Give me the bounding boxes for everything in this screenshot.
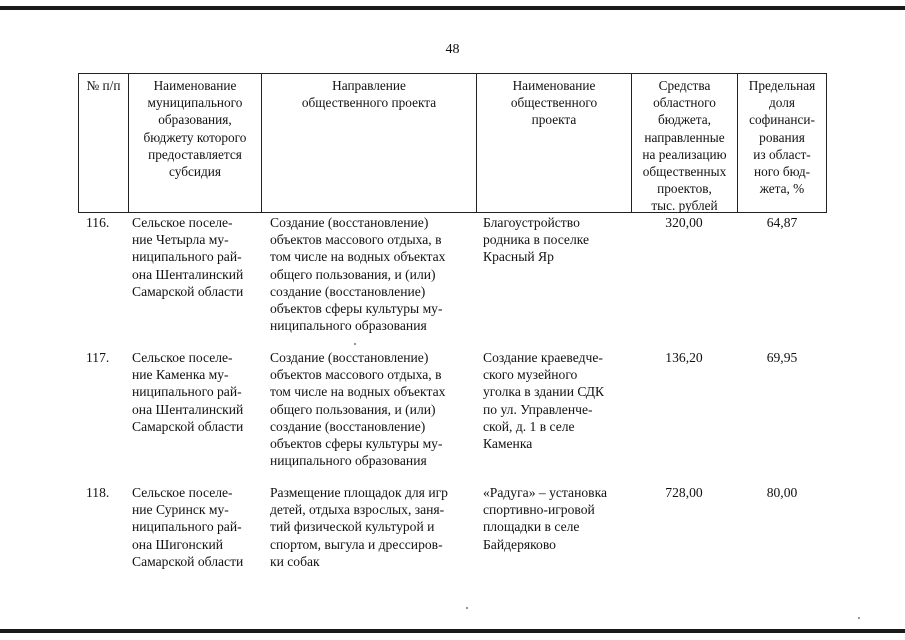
page-number: 48 xyxy=(445,42,460,57)
project-cell xyxy=(483,214,589,266)
header-funds xyxy=(631,74,737,212)
cell-line: «Радуга» – установка xyxy=(483,485,607,500)
header-line: направленные xyxy=(644,129,725,145)
scan-speck xyxy=(466,607,468,609)
cell-line: Каменка xyxy=(483,436,533,452)
cell-line: ниципального образования xyxy=(270,318,427,334)
header-project xyxy=(476,74,631,212)
cell-line: тий физической культурой и xyxy=(270,519,435,535)
cell-line: Самарской области xyxy=(132,283,244,299)
header-line: тыс. рублей xyxy=(651,198,718,214)
cell-line: детей, отдыха взрослых, заня- xyxy=(270,502,445,518)
cell-line: Самарской области xyxy=(132,553,244,569)
header-line: субсидия xyxy=(169,164,221,180)
municipality-cell xyxy=(132,349,243,435)
row-number: 117. xyxy=(86,350,110,365)
share-cell: 80,00 xyxy=(766,485,798,500)
header-line: общественного xyxy=(510,95,598,111)
share-cell: 64,87 xyxy=(766,215,798,230)
header-line: из област- xyxy=(753,146,811,162)
cell-line: Байдеряково xyxy=(483,536,556,552)
cell-line: Сельское поселе- xyxy=(132,215,233,230)
cell-line: ниципального образования xyxy=(270,453,427,469)
direction-cell xyxy=(270,214,445,334)
header-line: Предельная xyxy=(748,78,816,93)
project-cell xyxy=(483,484,607,553)
cell-line: Размещение площадок для игр xyxy=(270,485,448,500)
header-line: жета, % xyxy=(759,181,805,197)
cell-line: Самарской области xyxy=(132,418,244,434)
header-line: муниципального xyxy=(147,95,243,111)
scan-speck xyxy=(858,617,860,619)
cell-line: ки собак xyxy=(270,553,320,569)
header-share xyxy=(737,74,826,212)
header-line: общественных xyxy=(642,164,727,180)
cell-line: Создание краеведче- xyxy=(483,350,603,365)
cell-line: Сельское поселе- xyxy=(132,485,233,500)
scan-speck xyxy=(354,343,356,345)
direction-cell xyxy=(270,349,445,469)
cell-line: объектов сферы культуры му- xyxy=(270,436,443,452)
header-line: № п/п xyxy=(86,78,121,93)
cell-line: она Шигонский xyxy=(132,536,223,552)
header-line: Направление xyxy=(332,78,406,93)
header-line: Наименование xyxy=(512,78,596,93)
share-cell: 69,95 xyxy=(766,350,798,365)
cell-line: объектов массового отдыха, в xyxy=(270,367,442,383)
cell-line: она Шенталинский xyxy=(132,266,244,282)
bottom-border-bar xyxy=(0,629,905,633)
header-line: бюджету которого xyxy=(143,129,247,145)
cell-line: ниципального рай- xyxy=(132,519,242,535)
cell-line: том числе на водных объектах xyxy=(270,384,446,400)
project-cell xyxy=(483,349,604,452)
cell-line: общего пользования, и (или) xyxy=(270,401,436,417)
header-line: образования, xyxy=(158,112,232,128)
cell-line: Сельское поселе- xyxy=(132,350,233,365)
top-border-bar xyxy=(0,6,905,10)
cell-line: ниципального рай- xyxy=(132,384,242,400)
cell-line: ние Четырла му- xyxy=(132,232,229,248)
table-header xyxy=(78,73,827,213)
cell-line: создание (восстановление) xyxy=(270,283,426,299)
cell-line: том числе на водных объектах xyxy=(270,249,446,265)
header-line: Средства xyxy=(658,78,711,93)
header-line: бюджета, xyxy=(658,112,711,128)
row-number: 116. xyxy=(86,215,110,230)
header-line: проекта xyxy=(531,112,577,128)
cell-line: площадки в селе xyxy=(483,519,580,535)
header-direction xyxy=(261,74,476,212)
header-line: предоставляется xyxy=(148,146,242,162)
municipality-cell xyxy=(132,484,243,570)
header-line: Наименование xyxy=(153,78,237,93)
cell-line: по ул. Управленче- xyxy=(483,401,593,417)
header-line: софинанси- xyxy=(749,112,815,128)
cell-line: уголка в здании СДК xyxy=(483,384,605,400)
funds-cell: 136,20 xyxy=(665,350,703,365)
funds-cell: 320,00 xyxy=(665,215,703,230)
cell-line: общего пользования, и (или) xyxy=(270,266,436,282)
cell-line: Красный Яр xyxy=(483,249,554,265)
cell-line: родника в поселке xyxy=(483,232,590,248)
funds-cell: 728,00 xyxy=(665,485,703,500)
header-line: проектов, xyxy=(657,181,712,197)
header-municipality xyxy=(128,74,261,212)
header-line: ного бюд- xyxy=(753,164,811,180)
header-line: общественного проекта xyxy=(301,95,437,111)
municipality-cell xyxy=(132,214,243,300)
cell-line: ской, д. 1 в селе xyxy=(483,418,575,434)
cell-line: ние Каменка му- xyxy=(132,367,229,383)
row-number: 118. xyxy=(86,485,110,500)
direction-cell xyxy=(270,484,448,570)
header-line: рования xyxy=(759,129,805,145)
header-line: доля xyxy=(769,95,795,111)
cell-line: ниципального рай- xyxy=(132,249,242,265)
cell-line: ского музейного xyxy=(483,367,578,383)
cell-line: Создание (восстановление) xyxy=(270,350,429,365)
cell-line: Создание (восстановление) xyxy=(270,215,429,230)
cell-line: объектов сферы культуры му- xyxy=(270,301,443,317)
header-line: на реализацию xyxy=(642,146,727,162)
cell-line: она Шенталинский xyxy=(132,401,244,417)
cell-line: создание (восстановление) xyxy=(270,418,426,434)
cell-line: спортивно-игровой xyxy=(483,502,595,518)
header-num xyxy=(79,74,128,212)
cell-line: ние Суринск му- xyxy=(132,502,229,518)
cell-line: объектов массового отдыха, в xyxy=(270,232,442,248)
header-line: областного xyxy=(653,95,716,111)
cell-line: спортом, выгула и дрессиров- xyxy=(270,536,443,552)
cell-line: Благоустройство xyxy=(483,215,580,230)
